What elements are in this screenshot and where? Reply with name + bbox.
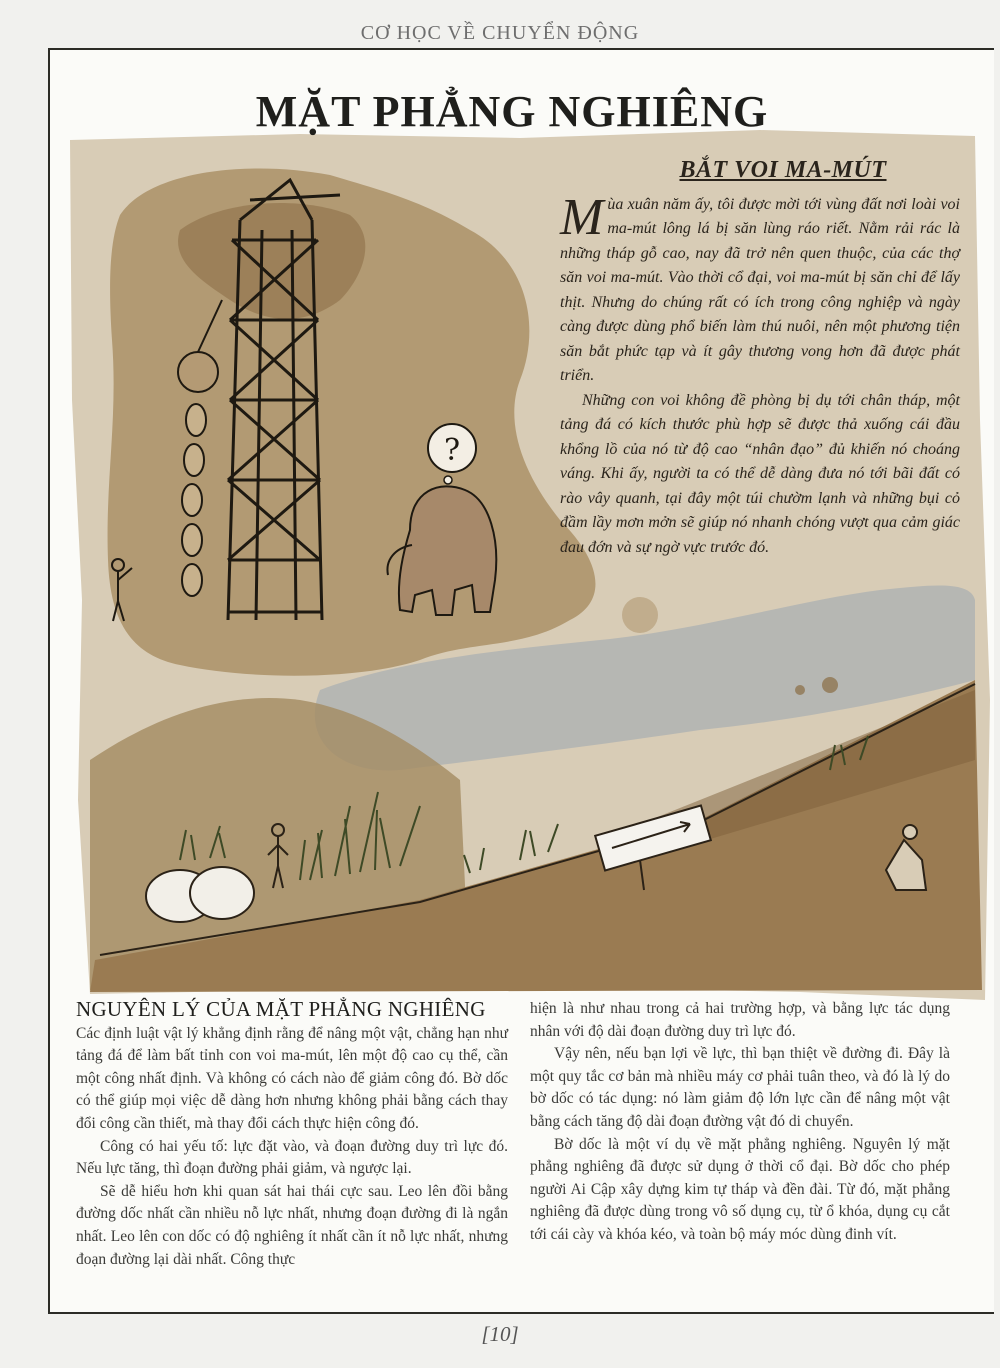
story-block (560, 158, 960, 560)
body-paragraph: Công có hai yếu tố: lực đặt vào, và đoạn đường duy trì lực đó. Nếu lực tăng, thì đoạn đường phải giảm, và ngược lại. (76, 1137, 508, 1178)
page-number: [10] (481, 1322, 519, 1346)
body-paragraph: Các định luật vật lý khẳng định rằng để nâng một vật, chẳng hạn như tảng đá để làm bất tỉnh con voi ma-mút, lên một độ cao cụ thể, cần một công nhất định. Và không có cách nào để giảm công đó. Bờ dốc có thể giúp mọi việc dễ dàng hơn nhưng không phải bằng cách thay đổi công cần thiết, mà thay đổi cách thực hiện công đó. (76, 1024, 508, 1132)
story-paragraph: Những con voi không đề phòng bị dụ tới chân tháp, một tảng đá có kích thước phù hợp sẽ được thả xuống cái đầu khổng lồ của nó từ độ cao “nhân đạo” đủ khiến nó choáng váng. Khi ấy, người ta có thể dễ dàng đưa nó tới bãi đất có rào vây quanh, tại đây một túi chườm lạnh và những bụi cỏ đầm lầy mơn mởn sẽ giúp nó nhanh chóng vượt qua cảm giác đau đớn và sự ngờ vực trước đó. (560, 391, 960, 556)
body-paragraph: hiện là như nhau trong cả hai trường hợp, và bằng lực tác dụng nhân với độ dài đoạn đường duy trì lực đó. (530, 1000, 950, 1040)
thought-bubble-text: ? (443, 433, 461, 468)
ink-splash (795, 685, 805, 695)
drop-cap: M (560, 188, 604, 246)
boulder (190, 867, 254, 919)
body-paragraph: Bờ dốc là một ví dụ về mặt phẳng nghiêng. Nguyên lý mặt phẳng nghiêng đã được sử dụng ở thời cổ đại. Bờ dốc cho phép người Ai Cập xây dựng kim tự tháp và đền đài. Từ đó, mặt phẳng nghiêng đã được dùng trong vô số dụng cụ, từ ổ khóa, dụng cụ cắt tới cái cày và khóa kéo, và toàn bộ máy móc dùng đinh vít. (530, 1135, 950, 1243)
body-paragraph: Sẽ dễ hiểu hơn khi quan sát hai thái cực sau. Leo lên đồi bằng đường dốc nhất cần nhiều nỗ lực nhất, nhưng đoạn đường đi là ngắn nhất. Leo lên con dốc có độ nghiêng ít nhất cần ít nỗ lực nhất, nhưng đoạn đường lại dài nhất. Công thực (76, 1182, 508, 1268)
story-paragraph-text: ùa xuân năm ấy, tôi được mời tới vùng đất nơi loài voi ma-mút lông lá bị săn lùng ráo riết. Nằm rải rác là những tháp gỗ cao, nay đã trở nên quen thuộc, của các thợ săn voi ma-mút. Vào thời cổ đại, voi ma-mút bị săn chỉ để lấy thịt. Nhưng do chúng rất có ích trong công nghiệp và ngày càng được dùng phổ biến làm thú nuôi, nên một phương tiện săn bắt phức tạp và ít gây thương vong hơn đã được phát triển. (560, 195, 960, 384)
story-title: BẮT VOI MA-MÚT (679, 157, 887, 183)
hanging-stone (178, 352, 218, 392)
story-paragraph (560, 188, 960, 389)
running-head: CƠ HỌC VỀ CHUYỂN ĐỘNG (360, 22, 640, 44)
principle-column-left (76, 998, 508, 1271)
body-paragraph: Vậy nên, nếu bạn lợi về lực, thì bạn thiệt về đường đi. Đây là một quy tắc cơ bản mà nhiều máy cơ phải tuân theo, và đó là lý do bờ dốc có tác dụng: nó làm giảm độ lớn lực cần để nâng một vật bằng cách tăng độ dài đoạn đường vật đó di chuyển. (530, 1045, 950, 1130)
section-heading: NGUYÊN LÝ CỦA MẶT PHẲNG NGHIÊNG (76, 997, 486, 1021)
ink-splash (822, 677, 838, 693)
ink-splash (622, 597, 658, 633)
page-title: MẶT PHẲNG NGHIÊNG (255, 87, 769, 136)
principle-column-right (530, 998, 950, 1247)
